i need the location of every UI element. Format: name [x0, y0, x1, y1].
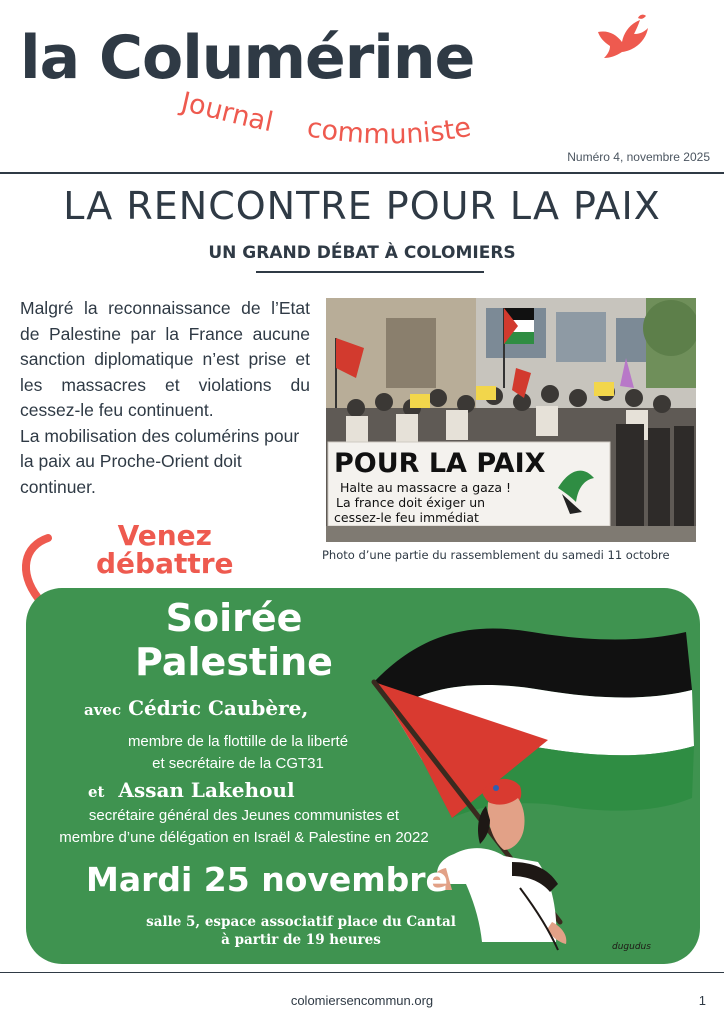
event-card: [26, 588, 700, 964]
masthead-subtitle: [176, 88, 526, 168]
event-title-line-2: Palestine: [135, 640, 333, 684]
footer-divider: [0, 972, 724, 973]
page-number: 1: [698, 993, 706, 1008]
photo-caption: Photo d’une partie du rassemblement du samedi 11 octobre: [322, 548, 670, 562]
event-place-line-2: à partir de 19 heures: [221, 932, 381, 948]
speaker-2-name: Assan Lakehoul: [118, 778, 295, 802]
subheadline-underline: [256, 271, 484, 273]
speaker-1-role-2: et secrétaire de la CGT31: [152, 755, 324, 772]
speaker-1-line: [84, 696, 308, 720]
event-place: [126, 913, 476, 949]
and-word: et: [88, 783, 105, 801]
palestine-flag-illustration: [362, 592, 698, 964]
article-headline: LA RENCONTRE POUR LA PAIX: [63, 184, 661, 228]
footer-website-link[interactable]: colomiersencommun.org: [290, 993, 434, 1008]
callout-line-1: Venez: [117, 519, 212, 552]
rally-photo-illustration: [326, 298, 696, 542]
subtitle-journal: Journal: [178, 88, 276, 139]
artist-signature: dugudus: [612, 942, 651, 952]
banner-main-text: POUR LA PAIX: [334, 448, 546, 479]
speaker-1-name: Cédric Caubère,: [128, 696, 309, 720]
masthead-brand: la Columérine: [20, 23, 475, 93]
article-subheadline: UN GRAND DÉBAT À COLOMIERS: [208, 243, 516, 263]
svg-text:communiste: [305, 112, 473, 151]
subtitle-communiste: communiste: [304, 111, 474, 151]
speaker-1-role-1: membre de la flottille de la liberté: [127, 733, 349, 750]
speaker-2-role-2: membre d’une délégation en Israël & Palestine en 2022: [59, 829, 429, 846]
article-body: [20, 296, 310, 500]
rally-photo: [326, 298, 696, 542]
svg-text:Journal: [176, 88, 275, 138]
banner-line-3: cessez-le feu immédiat: [334, 510, 479, 525]
speaker-2-line: [88, 778, 295, 802]
event-title-line-1: Soirée: [165, 596, 303, 640]
issue-number: Numéro 4, novembre 2025: [567, 150, 710, 164]
event-place-line-1: salle 5, espace associatif place du Cantal: [146, 914, 456, 930]
event-title: [114, 596, 354, 684]
callout-line-2: débattre: [96, 547, 234, 580]
header-divider: [0, 172, 724, 174]
event-date: Mardi 25 novembre: [86, 860, 448, 899]
dove-icon: [594, 12, 650, 62]
speaker-2-role-1: secrétaire général des Jeunes communistes et: [88, 807, 400, 824]
banner-line-2: La france doit éxiger un: [336, 495, 486, 510]
article-paragraph-2: La mobilisation des columérins pour la paix au Proche-Orient doit continuer.: [20, 425, 300, 497]
article-paragraph-1: Malgré la reconnaissance de l’Etat de Palestine par la France aucune sanction diplomatique n’est prise et les massacres et violations du cessez-le feu continuent.: [20, 298, 310, 420]
banner-line-1: Halte au massacre a gaza !: [340, 480, 512, 495]
with-word: avec: [84, 701, 122, 719]
callout-text: [96, 519, 234, 580]
